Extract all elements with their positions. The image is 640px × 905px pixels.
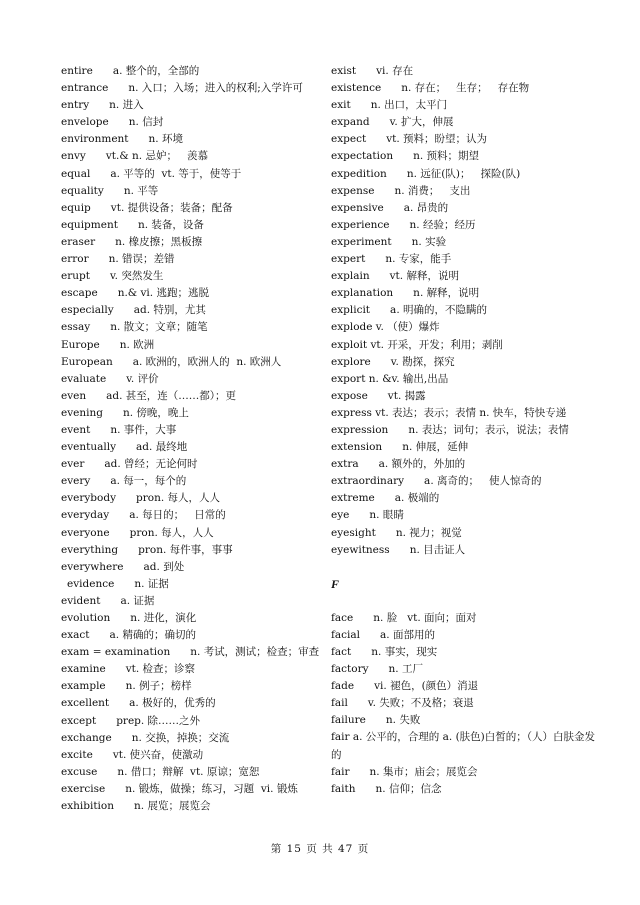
vocab-entry: envy vt.& n. 忌妒； 羡慕 [61, 150, 208, 163]
vocab-entry: expense n. 消费； 支出 [331, 184, 471, 197]
vocab-entry: everybody pron. 每人，人人 [61, 492, 221, 505]
vocab-entry: fade vi. 褪色，(颜色）消退 [331, 680, 479, 693]
vocab-entry: expose vt. 揭露 [331, 389, 426, 402]
vocab-entry: exhibition n. 展览；展览会 [61, 800, 211, 813]
vocab-entry: fact n. 事实，现实 [331, 646, 438, 658]
vocab-entry: erupt v. 突然发生 [61, 270, 164, 283]
vocab-entry: eye n. 眼睛 [331, 509, 404, 522]
vocab-entry: evident a. 证据 [61, 594, 155, 607]
vocab-entry: expect vt. 预料；盼望；认为 [331, 133, 488, 146]
left-column [61, 63, 320, 815]
vocab-entry: eyewitness n. 目击证人 [331, 543, 466, 556]
vocab-entry: exist vi. 存在 [331, 65, 414, 77]
vocab-entry: explore v. 勘探，探究 [331, 355, 455, 368]
vocab-entry: extra a. 额外的，外加的 [331, 458, 466, 471]
vocab-entry: equipment n. 装备，设备 [61, 218, 204, 231]
vocab-entry: expand v. 扩大，伸展 [331, 116, 454, 129]
vocab-entry: extreme a. 极端的 [331, 492, 440, 505]
vocab-entry: expert n. 专家，能手 [331, 253, 452, 266]
vocab-entry: even ad. 甚至，连（……都）；更 [61, 389, 237, 402]
vocab-entry: expression n. 表达；词句；表示，说法；表情 [331, 423, 569, 436]
vocab-entry: exercise n. 锻炼，做操；练习，习题 vi. 锻炼 [61, 782, 298, 795]
vocab-entry: explode v. （使）爆炸 [331, 321, 440, 334]
vocab-entry: equality n. 平等 [61, 184, 159, 197]
vocab-entry: expensive a. 昂贵的 [331, 201, 449, 214]
vocab-entry: ever ad. 曾经；无论何时 [61, 458, 198, 471]
vocab-entry: examine vt. 检查；诊察 [61, 663, 196, 676]
vocab-entry: entry n. 进入 [61, 99, 144, 112]
vocab-entry: expedition n. 远征(队)； 探险(队) [331, 167, 521, 180]
vocab-entry: eventually ad. 最终地 [61, 441, 188, 454]
vocab-entry: explanation n. 解释，说明 [331, 287, 480, 300]
vocab-entry: essay n. 散文；文章；随笔 [61, 321, 208, 334]
vocab-entry: excuse n. 借口；辩解 vt. 原谅；宽恕 [61, 765, 260, 778]
section-letter-heading: F [331, 576, 340, 591]
vocab-entry: envelope n. 信封 [61, 116, 164, 129]
vocab-entry: evidence n. 证据 [67, 577, 169, 590]
vocab-entry: Europe n. 欧洲 [61, 338, 155, 351]
vocab-entry: failure n. 失败 [331, 714, 421, 727]
vocab-entry: eraser n. 橡皮擦；黑板擦 [61, 235, 203, 248]
vocab-entry: exchange n. 交换，掉换；交流 [61, 731, 230, 744]
vocab-entry: explain vt. 解释，说明 [331, 270, 459, 283]
vocab-entry: evening n. 傍晚，晚上 [61, 406, 189, 419]
vocab-entry: expectation n. 预料；期望 [331, 150, 480, 163]
vocab-entry: equal a. 平等的 vt. 等于，使等于 [61, 167, 242, 180]
page-footer: 第 15 页 共 47 页 [270, 843, 370, 855]
vocab-entry: excite vt. 使兴奋，使激动 [61, 748, 204, 761]
vocab-entry: escape n.& vi. 逃跑；逃脱 [61, 287, 209, 300]
vocab-entry: everywhere ad. 到处 [61, 560, 185, 573]
vocab-entry: experiment n. 实验 [331, 235, 447, 248]
vocab-entry: everything pron. 每件事，事事 [61, 543, 233, 556]
vocab-entry: exact a. 精确的；确切的 [61, 629, 196, 642]
vocab-entry: equip vt. 提供设备；装备；配备 [61, 201, 233, 214]
vocab-entry: express vt. 表达；表示；表情 n. 快车，特快专递 [331, 406, 567, 419]
vocab-entry: everyone pron. 每人，人人 [61, 526, 214, 539]
vocab-entry: except prep. 除……之外 [61, 714, 201, 727]
vocab-entry: exam = examination n. 考试，测试；检查；审查 [61, 646, 320, 659]
vocab-entry: fair n. 集市；庙会；展览会 [331, 765, 478, 778]
vocab-entry: extension n. 伸展，延伸 [331, 441, 469, 454]
vocab-entry: existence n. 存在； 生存； 存在物 [331, 82, 530, 95]
vocab-entry: exit n. 出口，太平门 [331, 99, 448, 112]
vocab-entry: explicit a. 明确的，不隐瞒的 [331, 304, 487, 317]
vocab-entry: entire a. 整个的，全部的 [61, 65, 200, 77]
vocab-entry: faith n. 信仰；信念 [331, 782, 442, 795]
vocab-entry: example n. 例子；榜样 [61, 680, 192, 693]
vocab-entry: especially ad. 特别，尤其 [61, 304, 206, 317]
vocab-entry: extraordinary a. 离奇的； 使人惊奇的 [331, 475, 542, 488]
vocab-entry: face n. 脸 vt. 面向；面对 [331, 611, 477, 624]
vocab-entry: fail v. 失败；不及格；衰退 [331, 697, 474, 710]
vocab-entry: everyday a. 每日的； 日常的 [61, 509, 226, 522]
vocab-entry: export n. &v. 输出,出品 [331, 372, 449, 385]
right-column [331, 63, 601, 798]
vocab-entry: facial a. 面部用的 [331, 628, 435, 641]
vocab-entry: eyesight n. 视力；视觉 [331, 526, 462, 539]
vocab-entry: evolution n. 进化，演化 [61, 612, 197, 624]
vocab-entry: European a. 欧洲的，欧洲人的 n. 欧洲人 [61, 355, 282, 368]
vocab-entry: experience n. 经验；经历 [331, 218, 476, 231]
vocab-entry: environment n. 环境 [61, 133, 183, 146]
vocab-entry: every a. 每一，每个的 [61, 475, 187, 488]
vocab-entry: excellent a. 极好的，优秀的 [61, 697, 216, 710]
vocab-entry: factory n. 工厂 [331, 663, 423, 676]
vocab-entry: exploit vt. 开采，开发；利用；剥削 [331, 338, 503, 351]
vocab-entry: event n. 事件，大事 [61, 423, 177, 436]
vocab-entry: evaluate v. 评价 [61, 372, 159, 385]
vocab-entry: fair a. 公平的，合理的 a. (肤色)白皙的；（人）白肤金发的 [331, 731, 596, 761]
vocab-entry: error n. 错误；差错 [61, 253, 175, 266]
vocab-entry: entrance n. 入口；入场；进入的权利;入学许可 [61, 82, 303, 95]
